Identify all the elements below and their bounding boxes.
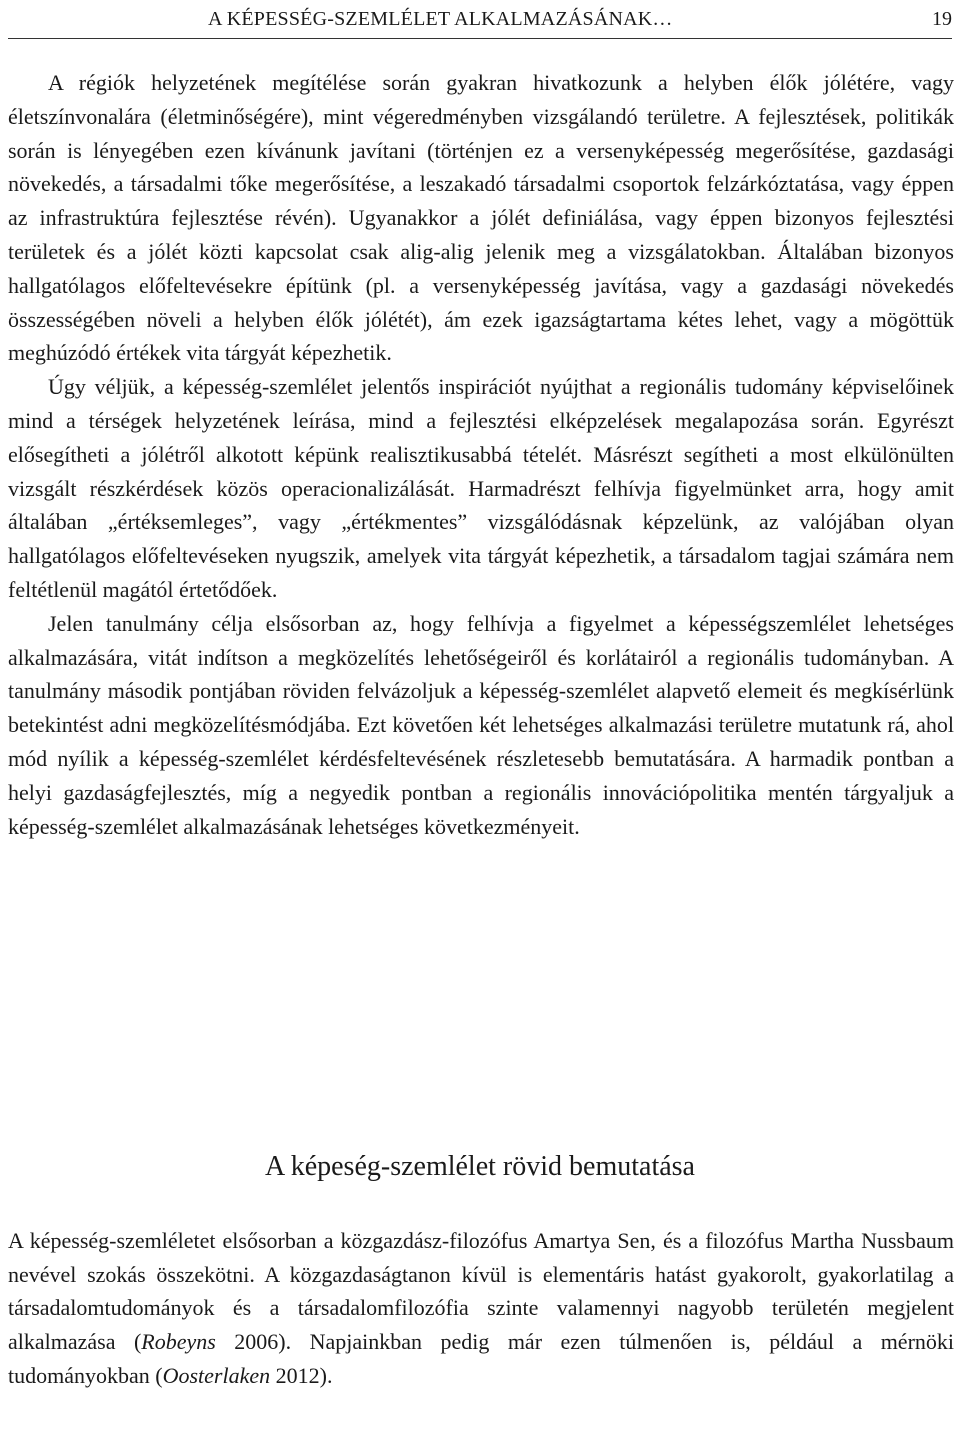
- paragraph-3: Jelen tanulmány célja elsősorban az, hogy felhívja a figyelmet a képességszemlélet lehetséges alkalmazására, vitát indítson a megközelítés lehetőségeiről és korlátairól a regionális tudományban. A tanulmány második pontjában röviden felvázoljuk a képesség-szemlélet alapvető elemeit és megkísérlünk betekintést adni megközelítésmódjába. Ezt követően két lehetséges alkalmazási területre mutatunk rá, ahol mód nyílik a képesség-szemlélet kérdésfeltevésének részletesebb bemutatására. A harmadik pontban a helyi gazdaságfejlesztés, míg a negyedik pontban a regionális innovációpolitika mentén tárgyaljuk a képesség-szemlélet alkalmazásának lehetséges következményeit.: [8, 610, 954, 839]
- citation-robeyns: Robeyns: [141, 1329, 216, 1355]
- running-title: A KÉPESSÉG-SZEMLÉLET ALKALMAZÁSÁNAK…: [208, 8, 673, 30]
- section-text-part-2: 2006). Napjainkban pedig már ezen túlmenően is, például a mérnöki tudományokban (: [8, 1329, 955, 1388]
- section-paragraph: [8, 1224, 954, 1393]
- paragraph-2: Úgy véljük, a képesség-szemlélet jelentős inspirációt nyújthat a regionális tudomány képviselőinek mind a térségek helyzetének leírása, mind a fejlesztési elképzelések megalapozása során. Egyrészt elősegítheti a jólétről alkotott képünk realisztikusabbá tételét. Másrészt segítheti a most elkülönülten vizsgált részkérdések közös operacionalizálását. Harmadrészt felhívja figyelmünket arra, hogy amit általában „értéksemleges”, vagy „értékmentes” vizsgálódásnak képzelünk, az valójában olyan hallgatólagos előfeltevéseken nyugszik, amelyek vita tárgyát képezhetik, a társadalom tagjai számára nem feltétlenül magától értetődőek.: [8, 374, 954, 602]
- citation-oosterlaken: Oosterlaken: [162, 1362, 271, 1388]
- section-text: [8, 1224, 954, 1393]
- page-number: 19: [932, 8, 952, 30]
- section-heading: A képeség-szemlélet rövid bemutatása: [265, 1151, 695, 1182]
- page-header: [8, 0, 952, 39]
- section-text-part-1: A képesség-szemléletet elsősorban a közgazdász-filozófus Amartya Sen, és a filozófus Martha Nussbaum nevével szokás összekötni. A közgazdaságtanon kívül is elementáris hatást gyakorolt, gyakorlatilag a társadalomtudományok és a társadalomfilozófia szinte valamennyi nagyobb területén megjelent alkalmazása (: [8, 1228, 954, 1355]
- paragraph-1: A régiók helyzetének megítélése során gyakran hivatkozunk a helyben élők jólétére, vagy életszínvonalára (életminőségére), mint végeredményben vizsgálandó területre. A fejlesztések, politikák során is lényegében ezen kívánunk javítani (történjen ez a versenyképesség megerősítése, gazdasági növekedés, a társadalmi tőke megerősítése, a leszakadó társadalmi csoportok felzárkóztatása, vagy éppen az infrastruktúra fejlesztése révén). Ugyanakkor a jólét definiálása, vagy éppen bizonyos fejlesztési területek és a jólét közti kapcsolat csak alig-alig jelenik meg a vizsgálatokban. Általában bizonyos hallgatólagos előfeltevésekre építünk (pl. a versenyképesség javítása, vagy a gazdasági növekedés összességében növeli a helyben élők jólétét), ám ezek igazságtartama kétes lehet, vagy a mögöttük meghúzódó értékek vita tárgyát képezhetik.: [8, 70, 954, 366]
- intro-text: [8, 66, 954, 843]
- section-text-part-3: 2012).: [270, 1362, 333, 1388]
